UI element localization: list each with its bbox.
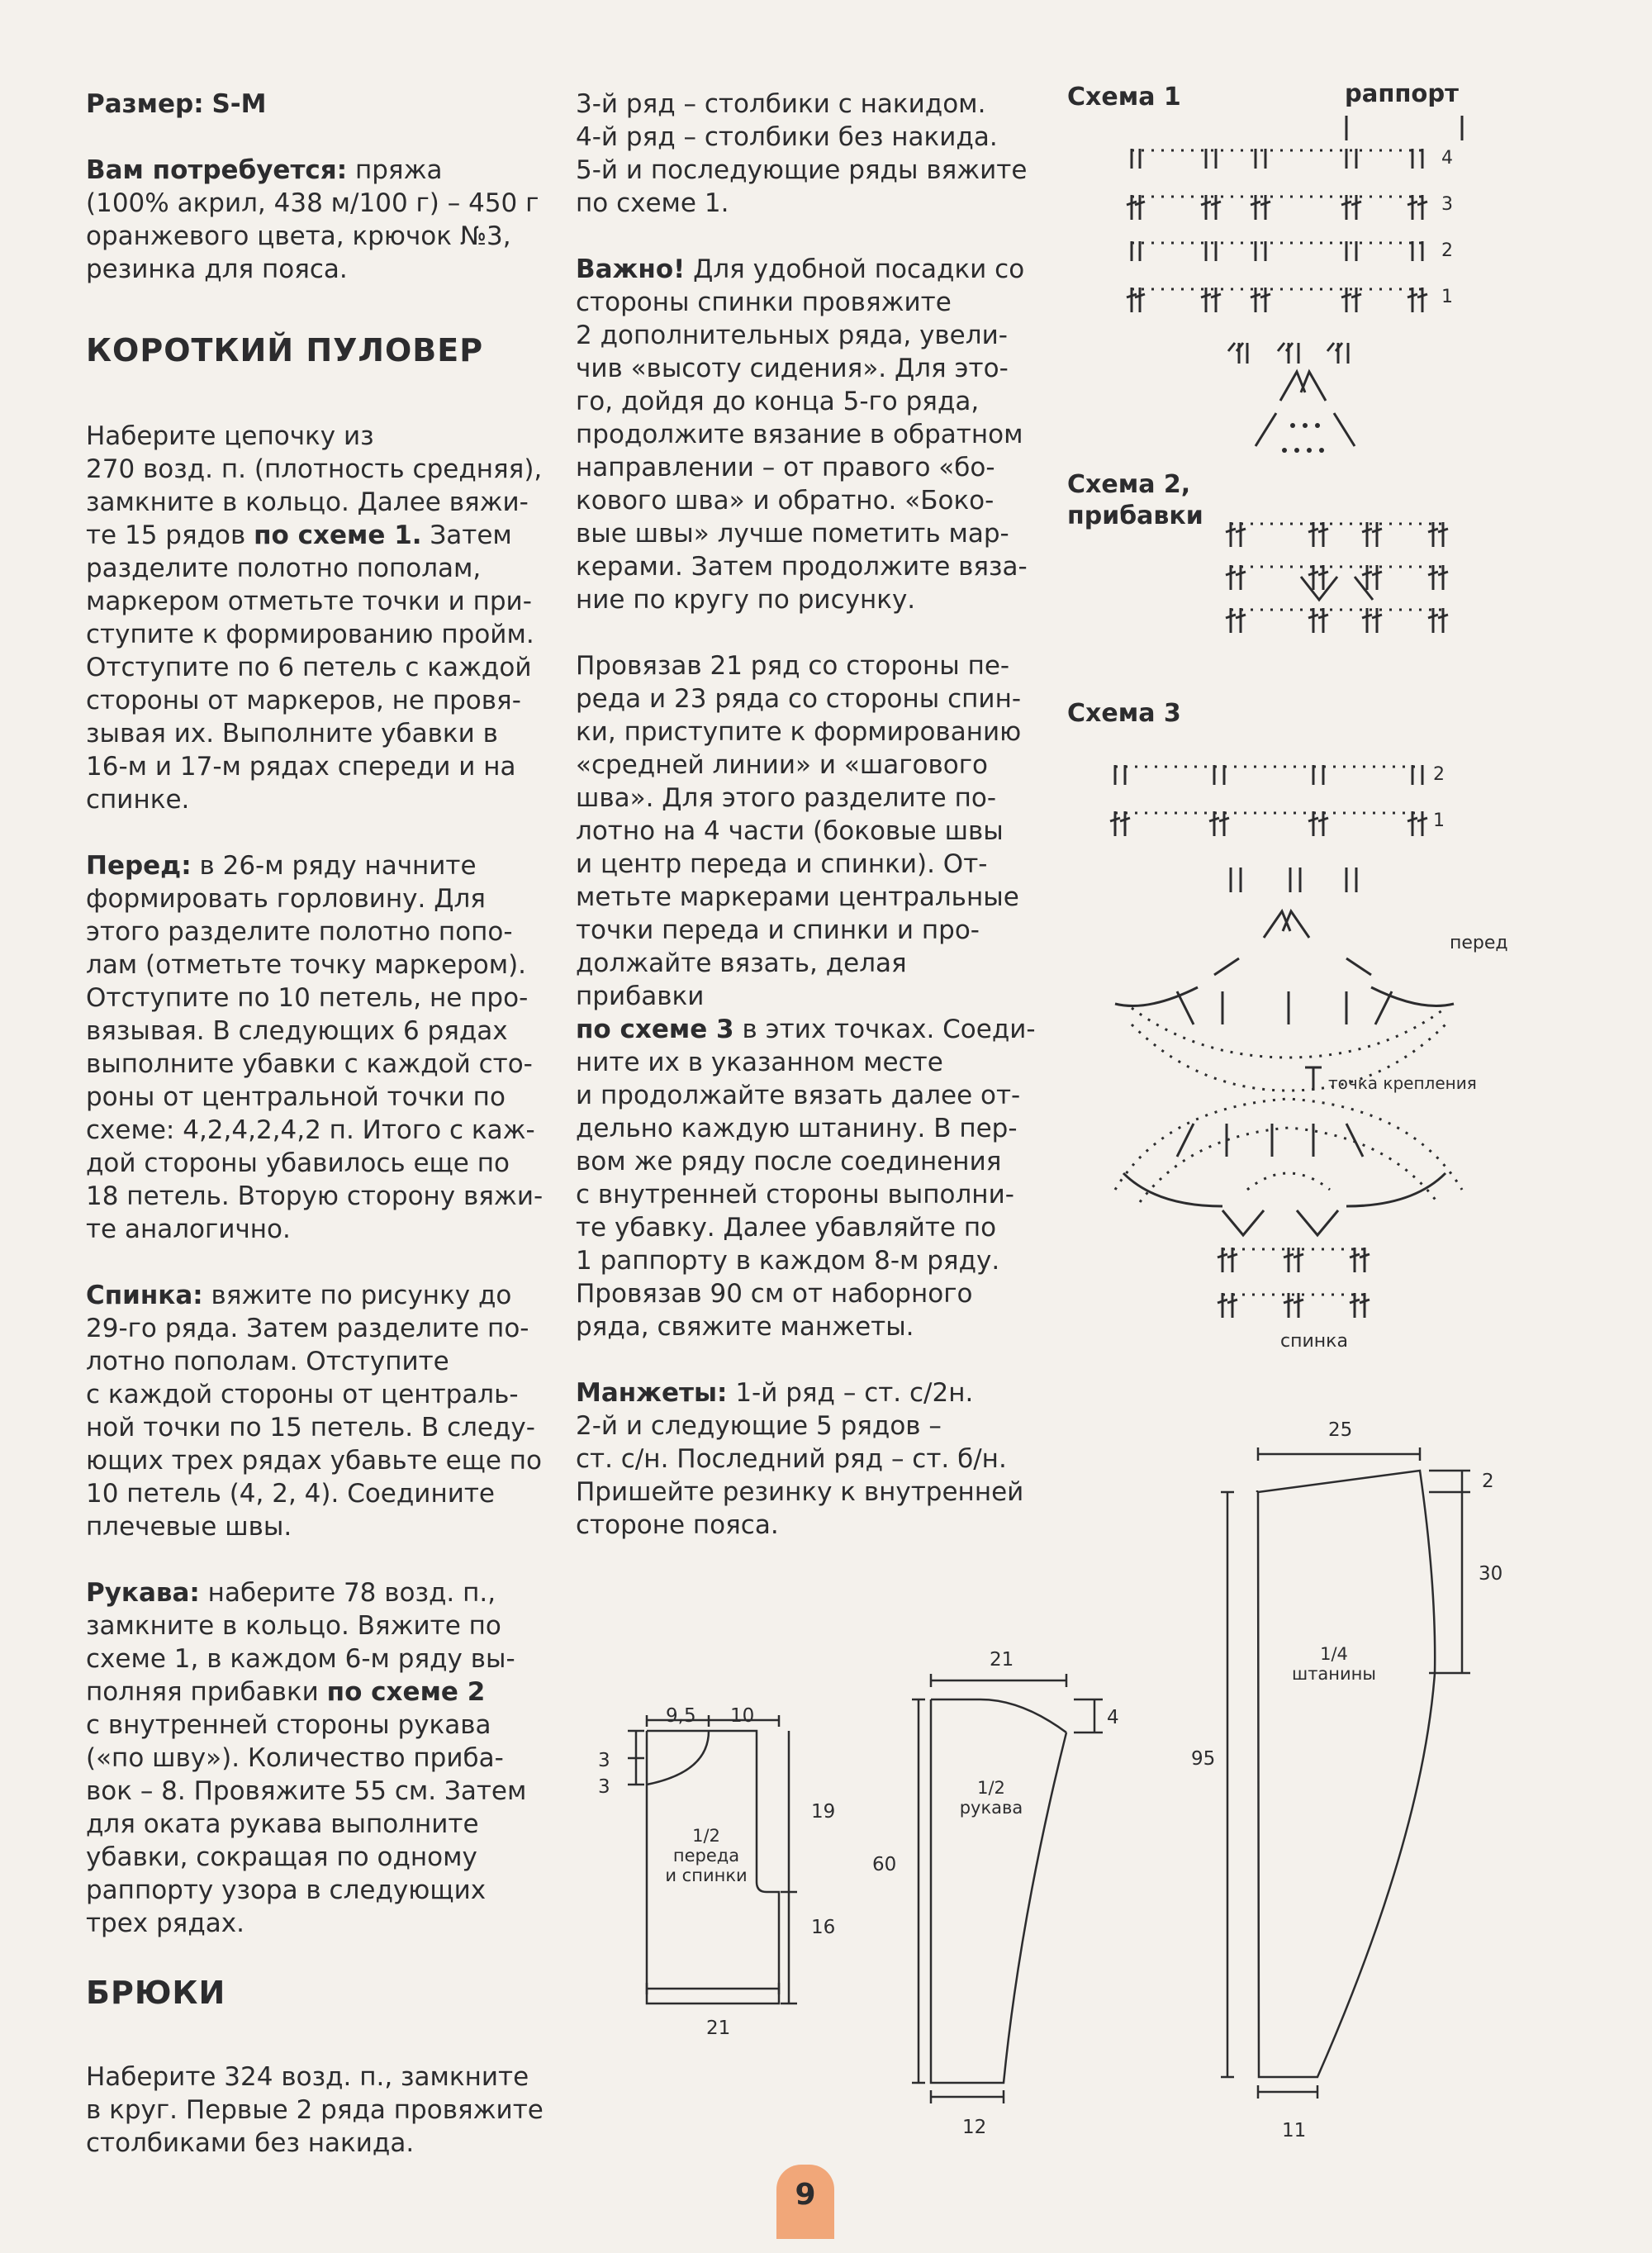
text-line: стороны от маркеров, не провя- <box>86 686 521 715</box>
text-line: чив «высоту сидения». Для это- <box>576 354 1009 383</box>
text-line: схеме: 4,2,4,2,4,2 п. Итого с каж- <box>86 1115 535 1145</box>
text-line: ступите к формированию пройм. <box>86 620 534 649</box>
text-line: метьте маркерами центральные <box>576 882 1019 912</box>
text-line: формировать горловину. Для <box>86 884 486 914</box>
text-line: с каждой стороны от централь- <box>86 1380 519 1409</box>
text-line: 5-й и последующие ряды вяжите <box>576 155 1028 185</box>
text-line: реда и 23 ряда со стороны спин- <box>576 684 1022 714</box>
body-pattern-label <box>661 1826 752 1885</box>
pattern-name-line: 1/2 <box>692 1826 720 1846</box>
text-line: Для удобной посадки со <box>685 254 1025 284</box>
text-line: ряда, свяжите манжеты. <box>576 1312 914 1342</box>
text-line: убавки, сокращая по одному <box>86 1842 477 1872</box>
text-line: лам (отметьте точку маркером). <box>86 950 527 980</box>
text-line: этого разделите полотно попо- <box>86 917 513 947</box>
text-line: 1 раппорту в каждом 8-м ряду. <box>576 1246 1000 1276</box>
scheme-1-row-number: 2 <box>1441 240 1453 261</box>
scheme-1-row-number: 4 <box>1441 148 1453 169</box>
text-line: вые швы» лучше пометить мар- <box>576 519 1009 549</box>
text-line: ние по кругу по рисунку. <box>576 585 916 615</box>
pattern-name-line: штанины <box>1291 1664 1376 1684</box>
scheme-3-row-number: 2 <box>1433 764 1445 785</box>
sleeve-dim-bottom: 12 <box>962 2117 987 2138</box>
text-line: те 15 рядов <box>86 520 254 550</box>
materials-line: (100% акрил, 438 м/100 г) – 450 г <box>86 188 539 218</box>
materials-line: пряжа <box>354 155 443 185</box>
pattern-name-line: рукава <box>959 1798 1023 1818</box>
text-line: спинке. <box>86 785 190 815</box>
body-dim-right-a: 19 <box>811 1801 836 1823</box>
text-line: вом же ряду после соединения <box>576 1147 1002 1176</box>
scheme-3-row-number: 1 <box>1433 810 1445 831</box>
back-label-scheme: спинка <box>1280 1331 1348 1352</box>
text-line: Отступите по 6 петель с каждой <box>86 653 532 682</box>
text-line: Отступите по 10 петель, не про- <box>86 983 529 1013</box>
text-line: в 26-м ряду начните <box>191 851 477 881</box>
text-line: 18 петель. Вторую сторону вяжи- <box>86 1181 544 1211</box>
attach-point-label: точка крепления <box>1328 1073 1477 1093</box>
pattern-name-line: 1/2 <box>977 1778 1005 1798</box>
trouser-pattern-label <box>1289 1644 1379 1684</box>
text-line: направлении – от правого «бо- <box>576 453 995 482</box>
pattern-name-line: и спинки <box>665 1866 748 1885</box>
text-line: для оката рукава выполните <box>86 1809 479 1839</box>
sleeve-dim-left: 60 <box>872 1854 897 1875</box>
materials-line: резинка для пояса. <box>86 254 348 284</box>
text-line: 3-й ряд – столбики с накидом. <box>576 89 986 119</box>
text-line: дой стороны убавилось еще по <box>86 1148 510 1178</box>
body-dim-bottom: 21 <box>706 2018 731 2039</box>
text-line: по схеме 1. <box>576 188 729 218</box>
pattern-name-line: 1/4 <box>1320 1644 1348 1664</box>
trouser-pattern <box>1221 1447 1470 2099</box>
text-line: ющих трех рядах убавьте еще по <box>86 1446 543 1476</box>
text-line: вок – 8. Провяжите 55 см. Затем <box>86 1776 527 1806</box>
scheme-1-row-number: 3 <box>1441 194 1453 215</box>
sleeves-label: Рукава: <box>86 1578 200 1608</box>
sleeve-pattern <box>912 1674 1103 2103</box>
text-line: 29-го ряда. Затем разделите по- <box>86 1314 529 1343</box>
text-line: дельно каждую штанину. В пер- <box>576 1114 1018 1143</box>
text-line: Пришейте резинку к внутренней <box>576 1477 1024 1507</box>
section-title-trousers: БРЮКИ <box>86 1975 226 2011</box>
trouser-dim-top: 25 <box>1328 1419 1353 1441</box>
text-line: стороне пояса. <box>576 1510 779 1540</box>
text-line: вязывая. В следующих 6 рядах <box>86 1016 508 1046</box>
text-line: шва». Для этого разделите по- <box>576 783 997 813</box>
text-line: плечевые швы. <box>86 1512 292 1542</box>
sleeve-pattern-label <box>946 1778 1037 1818</box>
scheme-ref: по схеме 3 <box>576 1015 734 1044</box>
text-line: разделите полотно пополам, <box>86 554 482 583</box>
text-line: в круг. Первые 2 ряда провяжите <box>86 2095 544 2125</box>
text-line: зывая их. Выполните убавки в <box>86 719 498 749</box>
materials-label: Вам потребуется: <box>86 155 348 185</box>
sleeve-dim-right: 4 <box>1107 1707 1119 1728</box>
text-line: 10 петель (4, 2, 4). Соедините <box>86 1479 496 1509</box>
text-line: трех рядах. <box>86 1908 244 1938</box>
text-line: и продолжайте вязать далее от- <box>576 1081 1021 1110</box>
text-line: Провязав 21 ряд со стороны пе- <box>576 651 1010 681</box>
trouser-dim-bottom: 11 <box>1282 2120 1307 2141</box>
text-line: 4-й ряд – столбики без накида. <box>576 122 998 152</box>
text-line: вяжите по рисунку до <box>202 1281 512 1310</box>
body-dim-top-b: 10 <box>730 1705 755 1727</box>
text-line: и центр переда и спинки). От- <box>576 849 988 879</box>
text-line: выполните убавки с каждой сто- <box>86 1049 533 1079</box>
rapport-label: раппорт <box>1345 79 1459 107</box>
text-line: те аналогично. <box>86 1214 291 1244</box>
text-line: ки, приступите к формированию <box>576 717 1022 747</box>
text-line: маркером отметьте точки и при- <box>86 587 532 616</box>
important-label: Важно! <box>576 254 686 284</box>
text-line: столбиками без накида. <box>86 2128 415 2158</box>
text-line: 1-й ряд – ст. с/2н. <box>727 1378 974 1408</box>
text-line: Провязав 90 см от наборного <box>576 1279 973 1309</box>
text-line: замкните в кольцо. Далее вяжи- <box>86 487 529 517</box>
text-line: схеме 1, в каждом 6-м ряду вы- <box>86 1644 515 1674</box>
text-line: с внутренней стороны рукава <box>86 1710 491 1740</box>
scheme-2-title-line: Схема 2, <box>1067 470 1191 499</box>
page-number: 9 <box>776 2165 834 2239</box>
text-line: Затем <box>421 520 512 550</box>
text-line: 270 возд. п. (плотность средняя), <box>86 454 543 484</box>
text-line: в этих точках. Соеди- <box>733 1015 1036 1044</box>
size-label: Размер: <box>86 89 204 119</box>
text-line: 2-й и следующие 5 рядов – <box>576 1411 942 1441</box>
text-line: наберите 78 возд. п., <box>199 1578 496 1608</box>
scheme-1-title: Схема 1 <box>1067 83 1181 112</box>
pattern-name-line: переда <box>672 1846 740 1866</box>
size-value: S-M <box>211 89 267 119</box>
body-dim-left-b: 3 <box>598 1776 610 1798</box>
back-label: Спинка: <box>86 1281 203 1310</box>
text-line: продолжите вязание в обратном <box>576 420 1023 449</box>
text-line: роны от центральной точки по <box>86 1082 506 1112</box>
text-line: те убавку. Далее убавляйте по <box>576 1213 997 1243</box>
trouser-dim-left: 95 <box>1191 1748 1216 1770</box>
text-line: 16-м и 17-м рядах спереди и на <box>86 752 516 782</box>
text-line: стороны спинки провяжите <box>576 288 952 317</box>
text-line: ст. с/н. Последний ряд – ст. б/н. <box>576 1444 1007 1474</box>
sleeve-dim-top: 21 <box>990 1649 1014 1671</box>
text-line: Наберите 324 возд. п., замкните <box>86 2062 529 2092</box>
scheme-ref: по схеме 1. <box>254 520 422 550</box>
scheme-1-row-number: 1 <box>1441 287 1453 307</box>
text-line: («по шву»). Количество приба- <box>86 1743 504 1773</box>
text-line: го, дойдя до конца 5-го ряда, <box>576 387 980 416</box>
text-line: лотно на 4 части (боковые швы <box>576 816 1004 846</box>
trouser-dim-right-a: 2 <box>1482 1471 1494 1492</box>
front-label-scheme: перед <box>1450 933 1508 953</box>
text-line: должайте вязать, делая прибавки <box>576 948 907 1011</box>
text-line: «средней линии» и «шагового <box>576 750 988 780</box>
text-line: кового шва» и обратно. «Боко- <box>576 486 995 516</box>
text-line: замкните в кольцо. Вяжите по <box>86 1611 501 1641</box>
text-line: керами. Затем продолжите вяза- <box>576 552 1028 582</box>
text-line: ните их в указанном месте <box>576 1048 943 1077</box>
trouser-dim-right-b: 30 <box>1479 1563 1503 1585</box>
text-line: раппорту узора в следующих <box>86 1875 487 1905</box>
body-dim-right-b: 16 <box>811 1917 836 1938</box>
scheme-3-title: Схема 3 <box>1067 699 1181 728</box>
text-line: точки переда и спинки и про- <box>576 915 980 945</box>
materials-line: оранжевого цвета, крючок №3, <box>86 221 511 251</box>
section-title-pullover: КОРОТКИЙ ПУЛОВЕР <box>86 332 484 368</box>
front-label: Перед: <box>86 851 192 881</box>
scheme-ref: по схеме 2 <box>326 1677 486 1707</box>
text-line: Наберите цепочку из <box>86 421 374 451</box>
body-dim-left-a: 3 <box>598 1750 610 1771</box>
body-dim-top-a: 9,5 <box>666 1705 696 1727</box>
text-line: 2 дополнительных ряда, увели- <box>576 321 1008 350</box>
cuffs-label: Манжеты: <box>576 1378 728 1408</box>
text-line: с внутренней стороны выполни- <box>576 1180 1014 1210</box>
scheme-2-title-line: прибавки <box>1067 501 1203 530</box>
text-line: ной точки по 15 петель. В следу- <box>86 1413 535 1443</box>
text-line: полняя прибавки <box>86 1677 327 1707</box>
text-line: лотно пополам. Отступите <box>86 1347 449 1376</box>
